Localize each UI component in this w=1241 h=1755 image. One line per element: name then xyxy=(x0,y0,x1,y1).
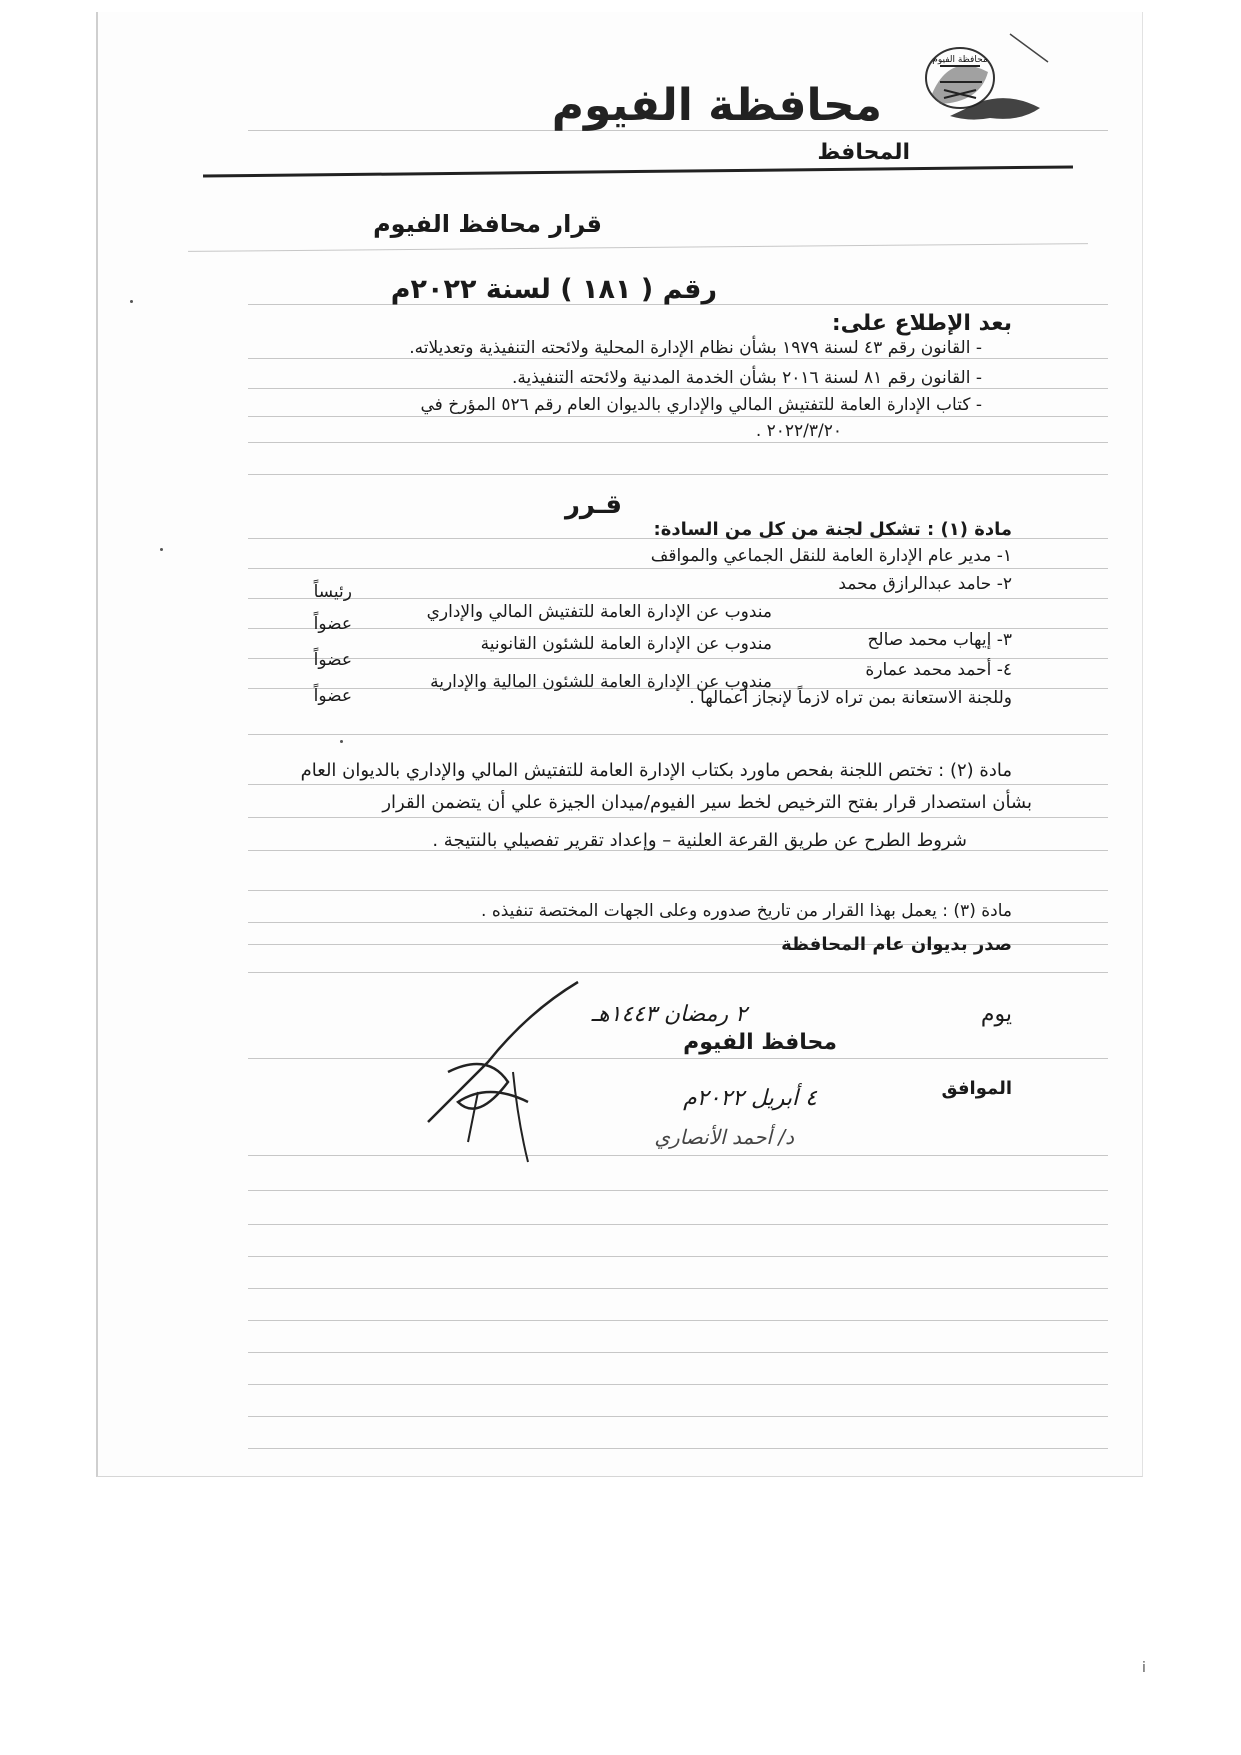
header-rule xyxy=(203,165,1073,177)
day-label: يوم xyxy=(980,1002,1012,1027)
reference-item: ٢٠٢٢/٣/٢٠ . xyxy=(755,421,842,441)
article1-heading: مادة (١) : تشكل لجنة من كل من السادة: xyxy=(653,519,1012,540)
svg-text:محافظة الفيوم: محافظة الفيوم xyxy=(932,55,988,65)
corresponding-label: الموافق xyxy=(941,1078,1012,1099)
scan-speck xyxy=(160,548,163,551)
gregorian-date: ٤ أبريل ٢٠٢٢م xyxy=(683,1086,817,1111)
decision-title: قرار محافظ الفيوم xyxy=(373,210,602,238)
reference-item: - القانون رقم ٨١ لسنة ٢٠١٦ بشأن الخدمة المدنية ولائحته التنفيذية. xyxy=(511,368,982,388)
committee-member-name: ٢- حامد عبدالرازق محمد xyxy=(838,574,1012,594)
article2-heading: مادة (٢) : تختص اللجنة بفحص ماورد بكتاب الإدارة العامة للتفتيش المالي والإداري بالديوان العام xyxy=(300,760,1012,781)
committee-member-role: مندوب عن الإدارة العامة للشئون المالية والإدارية xyxy=(430,672,772,692)
article2-line: شروط الطرح عن طريق القرعة العلنية – وإعداد تقرير تفصيلي بالنتيجة . xyxy=(432,830,967,851)
decides-label: قـرر xyxy=(564,490,622,520)
governorate-title: محافظة الفيوم xyxy=(551,80,882,131)
committee-note: وللجنة الاستعانة بمن تراه لازماً لإنجاز أعمالها . xyxy=(689,688,1012,708)
committee-member-title: عضواً xyxy=(313,686,352,706)
reference-item: - القانون رقم ٤٣ لسنة ١٩٧٩ بشأن نظام الإدارة المحلية ولائحته التنفيذية وتعديلاته. xyxy=(409,338,982,358)
issued-at: صدر بديوان عام المحافظة xyxy=(781,934,1012,955)
signatory-name: د/ أحمد الأنصاري xyxy=(654,1125,794,1149)
committee-member-name: ٣- إيهاب محمد صالح xyxy=(867,630,1012,650)
preamble-heading: بعد الإطلاع على: xyxy=(831,311,1012,336)
article2-line: بشأن استصدار قرار بفتح الترخيص لخط سير الفيوم/ميدان الجيزة علي أن يتضمن القرار xyxy=(382,792,1032,813)
hijri-date: ٢ رمضان ١٤٤٣هـ xyxy=(591,1002,747,1027)
committee-member-name: ١- مدير عام الإدارة العامة للنقل الجماعي والمواقف xyxy=(650,546,1012,566)
decision-number: رقم ( ١٨١ ) لسنة ٢٠٢٢م xyxy=(390,274,717,305)
committee-member-role: مندوب عن الإدارة العامة للتفتيش المالي والإداري xyxy=(426,602,772,622)
handwritten-signature-icon xyxy=(418,972,618,1172)
governorate-emblem-icon xyxy=(910,32,1050,130)
committee-member-title: عضواً xyxy=(313,650,352,670)
committee-member-title: رئيساً xyxy=(313,582,352,602)
committee-member-role: مندوب عن الإدارة العامة للشئون القانونية xyxy=(480,634,772,654)
committee-member-name: ٤- أحمد محمد عمارة xyxy=(865,660,1012,680)
signatory-title: محافظ الفيوم xyxy=(683,1030,837,1055)
scanned-page xyxy=(96,12,1143,1477)
committee-member-title: عضواً xyxy=(313,614,352,634)
scan-speck xyxy=(130,300,133,303)
scan-speck xyxy=(340,740,343,743)
office-label: المحافظ xyxy=(817,140,910,165)
article3-text: مادة (٣) : يعمل بهذا القرار من تاريخ صدوره وعلى الجهات المختصة تنفيذه . xyxy=(481,901,1012,921)
footer-mark: i xyxy=(1142,1660,1146,1676)
reference-item: - كتاب الإدارة العامة للتفتيش المالي والإداري بالديوان العام رقم ٥٢٦ المؤرخ في xyxy=(420,395,982,415)
